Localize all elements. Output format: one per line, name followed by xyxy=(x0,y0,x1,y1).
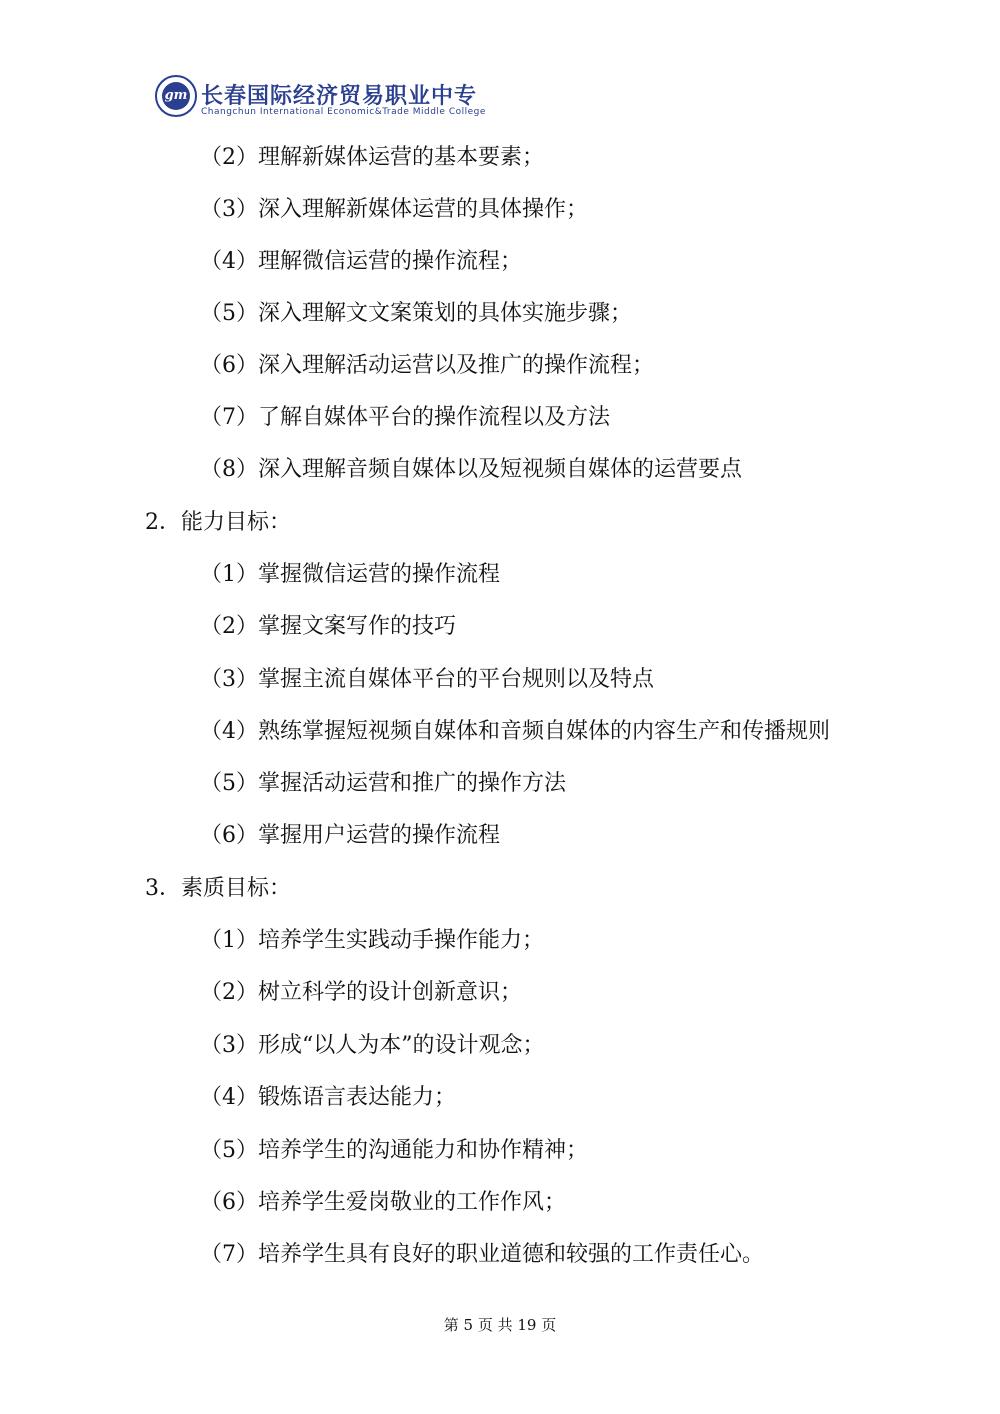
list-item: （3）深入理解新媒体运营的具体操作； xyxy=(200,197,588,222)
school-logo xyxy=(155,75,197,117)
school-logo-mark: gm xyxy=(162,82,190,110)
section-heading-ability: 2．能力目标： xyxy=(145,510,291,535)
list-item: （3）掌握主流自媒体平台的平台规则以及特点 xyxy=(200,667,654,692)
list-item: （8）深入理解音频自媒体以及短视频自媒体的运营要点 xyxy=(200,457,742,482)
list-item: （4）锻炼语言表达能力； xyxy=(200,1085,456,1110)
school-name-en: Changchun International Economic&Trade Middle College xyxy=(201,107,486,117)
list-item: （1）掌握微信运营的操作流程 xyxy=(200,562,500,587)
list-item: （7）培养学生具有良好的职业道德和较强的工作责任心。 xyxy=(200,1242,764,1267)
list-item: （4）熟练掌握短视频自媒体和音频自媒体的内容生产和传播规则 xyxy=(200,719,830,744)
list-item: （6）培养学生爱岗敬业的工作作风； xyxy=(200,1190,566,1215)
list-item: （4）理解微信运营的操作流程； xyxy=(200,249,522,274)
list-item: （5）掌握活动运营和推广的操作方法 xyxy=(200,771,566,796)
page-number: 第 5 页 共 19 页 xyxy=(443,1316,557,1334)
list-item: （2）掌握文案写作的技巧 xyxy=(200,614,456,639)
list-item: （6）掌握用户运营的操作流程 xyxy=(200,823,500,848)
list-item: （5）培养学生的沟通能力和协作精神； xyxy=(200,1138,588,1163)
list-item: （7）了解自媒体平台的操作流程以及方法 xyxy=(200,405,610,430)
school-name-cn: 长春国际经济贸易职业中专 xyxy=(201,83,478,109)
list-item: （5）深入理解文文案策划的具体实施步骤； xyxy=(200,301,632,326)
list-item: （2）树立科学的设计创新意识； xyxy=(200,980,522,1005)
list-item: （2）理解新媒体运营的基本要素； xyxy=(200,145,544,170)
list-item: （6）深入理解活动运营以及推广的操作流程； xyxy=(200,353,654,378)
section-heading-quality: 3．素质目标： xyxy=(145,876,291,901)
list-item: （1）培养学生实践动手操作能力； xyxy=(200,928,544,953)
list-item: （3）形成“以人为本”的设计观念； xyxy=(200,1033,545,1058)
